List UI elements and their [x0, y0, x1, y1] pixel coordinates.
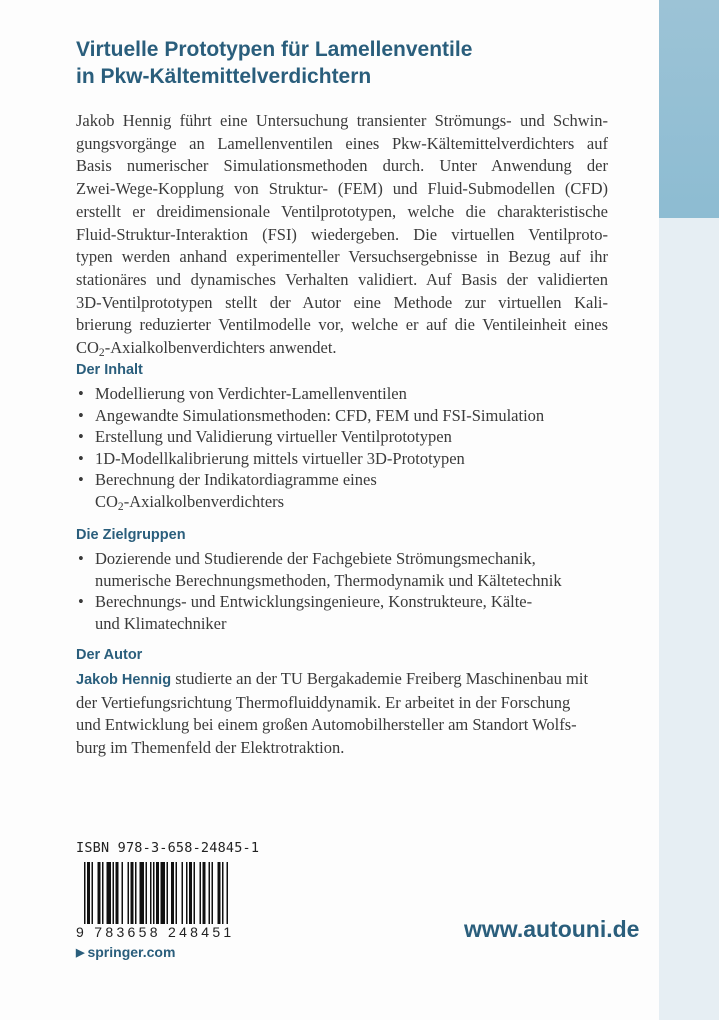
barcode-bar [194, 862, 196, 924]
barcode-bar [153, 862, 155, 924]
list-item [76, 469, 544, 512]
barcode-bar [227, 862, 229, 924]
barcode [84, 862, 260, 924]
title-line-2: in Pkw-Kältemittelverdichtern [76, 65, 372, 88]
list-item-text: und Klimatechniker [95, 613, 227, 633]
author-bio-text: der Vertiefungsrichtung Thermofluiddynamik. Er arbeitet in der Forschung [76, 692, 571, 712]
barcode-bar [182, 862, 184, 924]
list-item [76, 548, 562, 591]
blurb-line: erstellt er dreidimensionale Ventilprototypen, welche die charakteristische [76, 201, 608, 221]
isbn-text: ISBN 978-3-658-24845-1 [76, 840, 260, 856]
springer-link-text: springer.com [87, 944, 176, 960]
co2-subscript: 2 [98, 346, 105, 359]
book-title [76, 36, 636, 90]
author-bio-text: studierte an der TU Bergakademie Freiberg Maschinenbau mit [171, 669, 589, 688]
barcode-bar [167, 862, 169, 924]
barcode-bar [102, 862, 104, 924]
blurb-line: Jakob Hennig führt eine Untersuchung transienter Strömungs- und Schwin- [76, 111, 608, 130]
co2-text: CO [76, 338, 99, 358]
list-item-text: Berechnungs- und Entwicklungsingenieure, Konstrukteure, Kälte- [95, 592, 533, 611]
blurb-line: 3D-Ventilprototypen stellt der Autor eine Methode zur virtuellen Kali- [76, 292, 608, 312]
barcode-bar [92, 862, 94, 924]
barcode-bar [150, 862, 152, 924]
list-item: • 1D-Modellkalibrierung mittels virtueller 3D-Prototypen [76, 448, 544, 470]
barcode-bar [161, 862, 166, 924]
side-strip [659, 0, 719, 1020]
barcode-bar [84, 862, 86, 924]
barcode-bar [87, 862, 90, 924]
arrow-right-icon: ▶ [76, 947, 85, 959]
inhalt-heading: Der Inhalt [76, 362, 143, 378]
barcode-bar [209, 862, 211, 924]
author-bio-text: und Entwicklung bei einem großen Automobilhersteller am Standort Wolfs- [76, 715, 577, 735]
blurb-line: gungsvorgänge an Lamellenventilen eines Pkw-Kältemittelverdichters auf [76, 133, 608, 153]
author-bio [76, 668, 608, 760]
barcode-bar [200, 862, 202, 924]
blurb-line: typen werden anhand experimenteller Versuchsergebnisse in Bezug auf ihr [76, 247, 608, 267]
barcode-bar [131, 862, 134, 924]
barcode-bar [146, 862, 148, 924]
barcode-bar [113, 862, 115, 924]
co2-text: CO [95, 491, 118, 511]
list-item: • Modellierung von Verdichter-Lamellenventilen [76, 383, 544, 405]
barcode-bar [171, 862, 174, 924]
barcode-bar [176, 862, 178, 924]
blurb-text [76, 110, 608, 360]
list-item: • Angewandte Simulationsmethoden: CFD, FEM und FSI-Simulation [76, 405, 544, 427]
list-item-text: numerische Berechnungsmethoden, Thermodynamik und Kältetechnik [95, 570, 562, 590]
barcode-bar [189, 862, 192, 924]
barcode-bar [107, 862, 112, 924]
zielgruppen-heading: Die Zielgruppen [76, 527, 186, 543]
website-link[interactable]: www.autouni.de [464, 916, 640, 942]
barcode-bar [203, 862, 206, 924]
blurb-line: Zwei-Wege-Kopplung von Struktur- (FEM) und Fluid-Submodellen (CFD) [76, 179, 608, 199]
barcode-bar [122, 862, 124, 924]
list-item: • Erstellung und Validierung virtueller Ventilprototypen [76, 426, 544, 448]
barcode-bar [156, 862, 159, 924]
author-name: Jakob Hennig [76, 672, 172, 688]
inhalt-list [76, 383, 544, 512]
blurb-line: Basis numerischer Simulationsmethoden durch. Unter Anwendung der [76, 156, 608, 176]
barcode-bar [128, 862, 130, 924]
side-strip-accent [659, 0, 719, 218]
barcode-bar [218, 862, 221, 924]
autor-heading: Der Autor [76, 647, 143, 663]
barcode-digits: 9 783658 248451 [76, 924, 235, 940]
springer-link[interactable] [76, 944, 175, 960]
barcode-bar [140, 862, 145, 924]
barcode-bar [116, 862, 119, 924]
blurb-last-text: -Axialkolbenverdichters anwendet. [104, 338, 337, 358]
list-item-text: -Axialkolbenverdichters [123, 491, 285, 511]
barcode-bar [98, 862, 101, 924]
blurb-line-last [76, 337, 608, 360]
list-item-text: Dozierende und Studierende der Fachgebiete Strömungsmechanik, [95, 549, 536, 568]
barcode-bar [222, 862, 224, 924]
zielgruppen-list [76, 548, 562, 634]
list-item [76, 591, 562, 634]
list-item-text: Berechnung der Indikatordiagramme eines [95, 470, 377, 489]
blurb-line: stationäres und dynamisches Verhalten validiert. Auf Basis der validierten [76, 269, 608, 289]
author-bio-text: burg im Themenfeld der Elektrotraktion. [76, 738, 345, 758]
barcode-bar [135, 862, 137, 924]
barcode-bar [186, 862, 188, 924]
barcode-bar [212, 862, 214, 924]
blurb-line: Fluid-Struktur-Interaktion (FSI) wiedergeben. Die virtuellen Ventilproto- [76, 224, 608, 244]
co2-subscript: 2 [117, 500, 124, 513]
title-line-1: Virtuelle Prototypen für Lamellenventile [76, 38, 473, 61]
blurb-line: brierung reduzierter Ventilmodelle vor, welche er auf die Ventileinheit eines [76, 315, 608, 335]
